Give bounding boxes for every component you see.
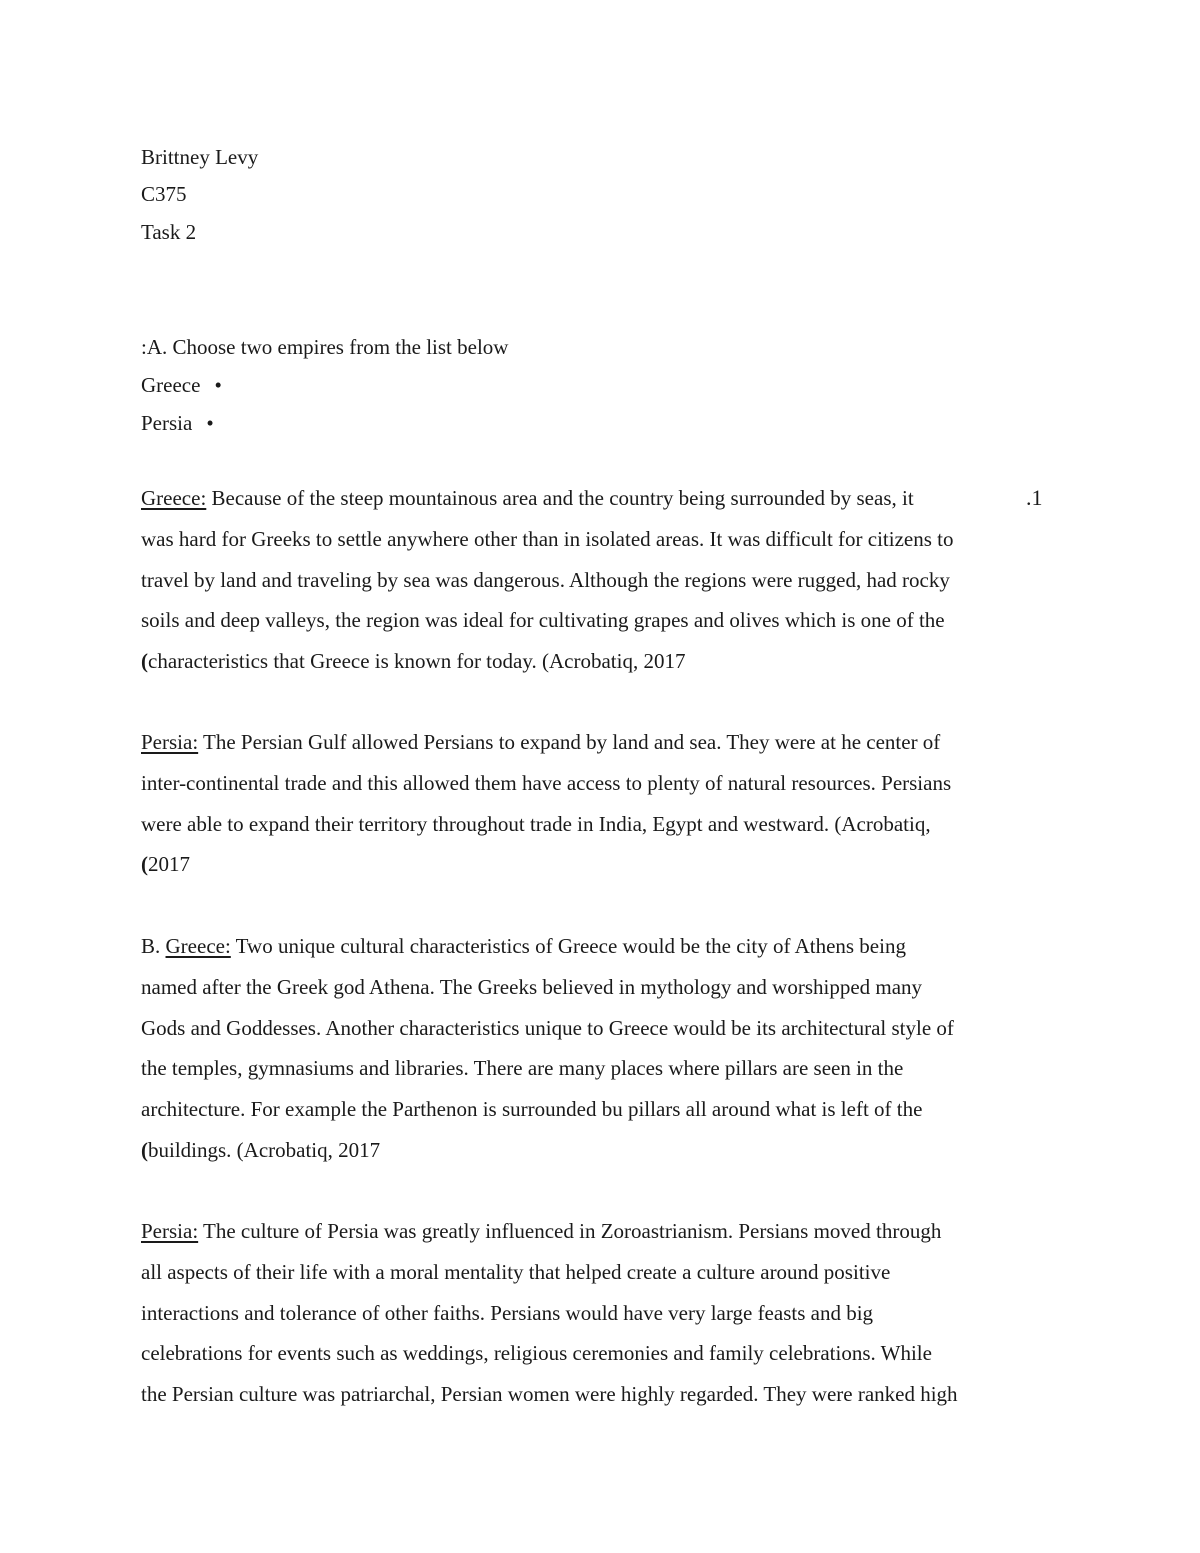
task-title: Task 2	[141, 220, 197, 244]
paragraph-line: soils and deep valleys, the region was ideal for cultivating grapes and olives which is one of the	[141, 608, 945, 633]
bullet-icon: •	[214, 373, 222, 397]
section-b-marker: B.	[141, 934, 166, 958]
paragraph-line: celebrations for events such as weddings, religious ceremonies and family celebrations. While	[141, 1341, 932, 1366]
paragraph-line: the Persian culture was patriarchal, Persian women were highly regarded. They were ranked high	[141, 1382, 958, 1407]
paragraph-line: Gods and Goddesses. Another characteristics unique to Greece would be its architectural style of	[141, 1015, 954, 1040]
persia-culture-paragraph	[141, 1211, 1061, 1415]
paragraph-line: Persia: The Persian Gulf allowed Persians to expand by land and sea. They were at he center of	[141, 730, 941, 754]
paragraph-line: travel by land and traveling by sea was dangerous. Although the regions were rugged, had rocky	[141, 567, 950, 592]
paragraph-line: inter-continental trade and this allowed them have access to plenty of natural resources. Persians	[141, 770, 952, 795]
choice-label: Greece	[141, 373, 201, 397]
choice-greece	[141, 371, 222, 399]
paragraph-line: was hard for Greeks to settle anywhere other than in isolated areas. It was difficult for citizens to	[141, 526, 954, 551]
section-a-prompt: :A. Choose two empires from the list below	[141, 335, 509, 359]
greece-culture-paragraph	[141, 926, 1061, 1171]
course-code: C375	[141, 182, 187, 206]
paragraph-line: (characteristics that Greece is known for today. (Acrobatiq, 2017	[141, 649, 686, 674]
persia-geography-paragraph	[141, 722, 1061, 885]
choice-label: Persia	[141, 411, 193, 435]
greece-geography-paragraph	[141, 478, 1061, 682]
paragraph-line: were able to expand their territory throughout trade in India, Egypt and westward. (Acrobatiq,	[141, 811, 931, 836]
paragraph-line: named after the Greek god Athena. The Greeks believed in mythology and worshipped many	[141, 974, 923, 999]
choice-persia	[141, 409, 214, 437]
paragraph-line: (buildings. (Acrobatiq, 2017	[141, 1137, 381, 1162]
greece-label: Greece:	[141, 486, 207, 510]
paragraph-line: the temples, gymnasiums and libraries. There are many places where pillars are seen in the	[141, 1056, 904, 1081]
paragraph-line: all aspects of their life with a moral mentality that helped create a culture around positive	[141, 1259, 891, 1284]
paragraph-line: B. Greece: Two unique cultural characteristics of Greece would be the city of Athens being	[141, 934, 906, 958]
persia-label: Persia:	[141, 1219, 199, 1243]
paragraph-line: Persia: The culture of Persia was greatly influenced in Zoroastrianism. Persians moved through	[141, 1219, 942, 1243]
greece-label: Greece:	[165, 934, 231, 958]
paragraph-line: interactions and tolerance of other faiths. Persians would have very large feasts and big	[141, 1300, 874, 1325]
item-number-marker: .1	[1026, 485, 1043, 510]
paragraph-line: Greece: Because of the steep mountainous area and the country being surrounded by seas, it	[141, 486, 914, 510]
author-name: Brittney Levy	[141, 145, 259, 169]
persia-label: Persia:	[141, 730, 199, 754]
paragraph-line: architecture. For example the Parthenon is surrounded bu pillars all around what is left of the	[141, 1097, 923, 1122]
bullet-icon: •	[206, 411, 214, 435]
paragraph-line: (2017	[141, 852, 190, 877]
